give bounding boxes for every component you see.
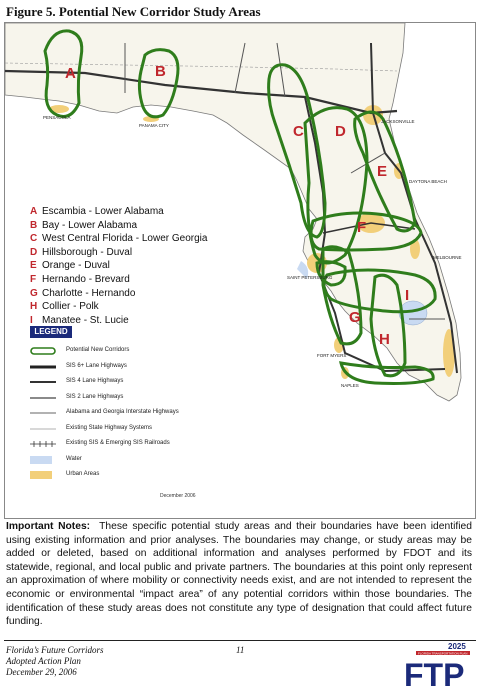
logo-subtitle: FLORIDA TRANSPORTATION PLAN — [418, 651, 468, 656]
key-row-f — [30, 273, 207, 287]
map-label-b: B — [155, 63, 166, 80]
legend-label: Alabama and Georgia Interstate Highways — [66, 409, 179, 415]
legend-badge: LEGEND — [30, 326, 72, 338]
key-letter: B — [30, 219, 38, 231]
key-label: Bay - Lower Alabama — [42, 219, 138, 231]
legend-label: Water — [66, 455, 82, 462]
key-letter: H — [30, 301, 38, 313]
key-letter: G — [30, 287, 38, 299]
footer-line-3: December 29, 2006 — [6, 667, 77, 677]
key-label: West Central Florida - Lower Georgia — [42, 233, 208, 245]
legend-label: Potential New Corridors — [66, 347, 130, 353]
map-label-a: A — [65, 65, 76, 82]
figure-title: Figure 5. Potential New Corridor Study Areas — [6, 4, 261, 19]
key-letter: A — [30, 206, 38, 217]
map-label-i: I — [405, 287, 410, 304]
city-daytona: DAYTONA BEACH — [409, 179, 447, 184]
map-label-e: E — [377, 163, 388, 180]
footer-line-2: Adopted Action Plan — [6, 656, 81, 666]
legend-label: SIS 4 Lane Highways — [66, 378, 124, 384]
notes-body: These specific potential study areas and their boundaries have been identified using existing information and prior analyses. The boundaries may change, or study areas may be added or deleted, based on additional information and analyses performed by FDOT and its statewide, regional, and local public and private partners. The boundaries at this point only represent an approximation of where mobility or connectivity needs exist, and are not intended to represent the economic or environmental “impact area” of any potential corridors within those boundaries. The identification of these study areas does not constitute any type of designation that could affect future funding. — [6, 521, 472, 628]
key-row-c — [30, 232, 207, 246]
map-label-d: D — [335, 123, 346, 140]
key-label: Hernando - Brevard — [42, 273, 130, 285]
city-pensacola: PENSACOLA — [43, 115, 71, 120]
map-label-c: C — [293, 123, 304, 140]
legend-label: SIS 2 Lane Highways — [66, 393, 124, 400]
water-swatch — [30, 456, 56, 464]
legend-label: Existing SIS & Emerging SIS Railroads — [66, 440, 170, 446]
key-row-h — [30, 300, 207, 314]
key-row-e — [30, 259, 207, 273]
logo-year: 2025 — [448, 642, 466, 651]
footer-line-1: Florida’s Future Corridors — [6, 645, 104, 655]
key-label: Manatee - St. Lucie — [42, 314, 129, 326]
map-label-h: H — [379, 331, 390, 348]
key-row-a — [30, 205, 207, 219]
key-label: Escambia - Lower Alabama — [42, 206, 164, 217]
city-naples: NAPLES — [341, 383, 359, 388]
map-label-g: G — [349, 309, 361, 326]
key-letter: E — [30, 260, 37, 272]
city-st-petersburg: SAINT PETERSBURG — [287, 275, 333, 280]
key-row-g — [30, 287, 207, 301]
map-date: December 2006 — [160, 493, 196, 499]
key-row-b — [30, 219, 207, 233]
important-notes — [6, 520, 472, 629]
legend-label: Urban Areas — [66, 471, 100, 477]
key-label: Orange - Duval — [42, 260, 110, 272]
map-label-f: F — [357, 219, 367, 236]
key-label: Collier - Polk — [42, 301, 99, 313]
key-label: Hillsborough - Duval — [42, 246, 133, 258]
legend-label: Existing State Highway Systems — [66, 424, 153, 431]
city-fort-myers: FORT MYERS — [317, 353, 347, 358]
page-number: 11 — [236, 645, 245, 655]
notes-heading: Important Notes: — [6, 521, 91, 532]
corridor-swatch — [30, 347, 56, 355]
interstate-swatch — [30, 409, 56, 417]
footer-citation — [6, 645, 104, 678]
railroad-swatch — [30, 440, 56, 448]
highway-6lane-swatch — [30, 363, 56, 371]
logo-wordmark: FTP — [404, 657, 465, 690]
key-letter: D — [30, 246, 38, 258]
highway-4lane-swatch — [30, 378, 56, 386]
state-highway-swatch — [30, 425, 56, 433]
urban-swatch — [30, 471, 56, 479]
ftp-logo — [396, 640, 472, 690]
city-jacksonville: JACKSONVILLE — [381, 119, 415, 124]
key-letter: C — [30, 233, 38, 245]
city-panama-city: PANAMA CITY — [139, 123, 169, 128]
key-letter: F — [30, 273, 37, 285]
highway-2lane-swatch — [30, 394, 56, 402]
legend-label: SIS 6+ Lane Highways — [66, 362, 127, 369]
corridor-key — [30, 205, 207, 327]
city-melbourne: MELBOURNE — [433, 255, 462, 260]
key-letter: I — [30, 314, 33, 326]
key-row-d — [30, 246, 207, 260]
key-label: Charlotte - Hernando — [42, 287, 136, 299]
